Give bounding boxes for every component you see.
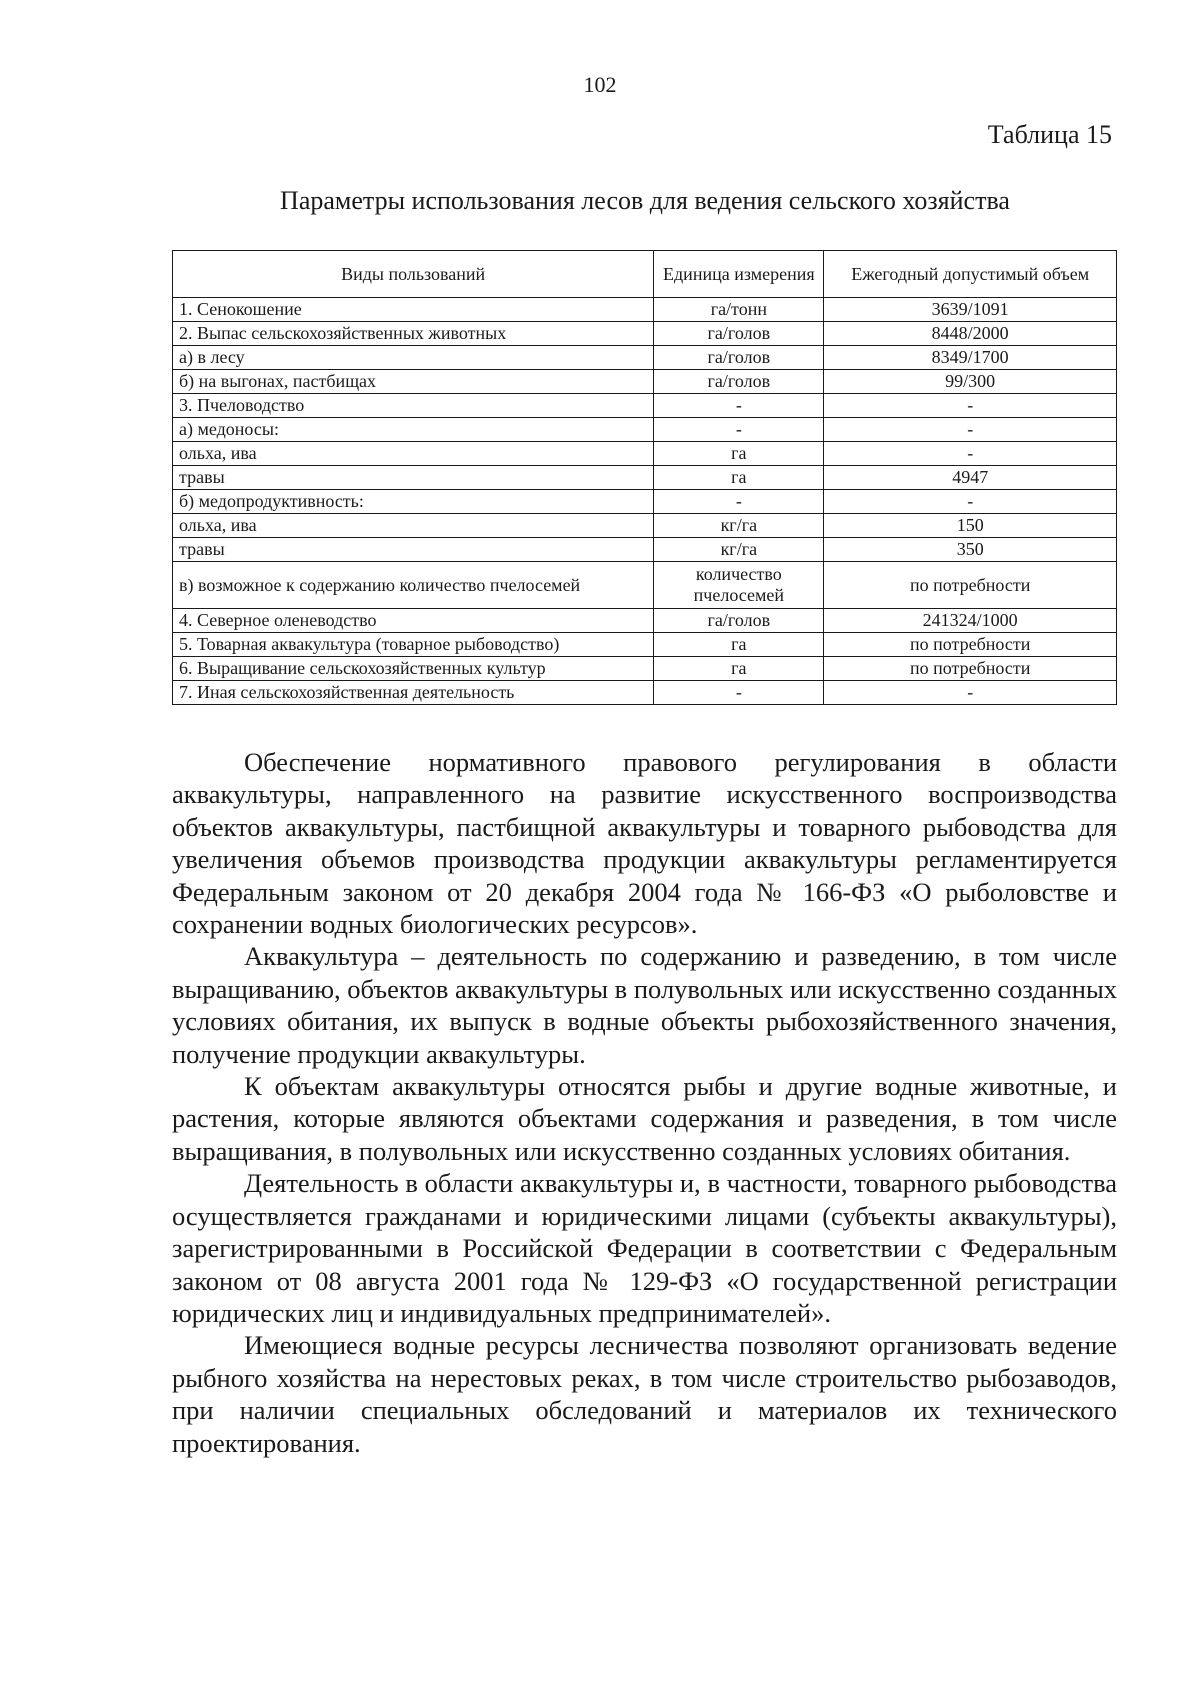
cell-volume: - — [824, 394, 1117, 418]
cell-volume: 241324/1000 — [824, 609, 1117, 633]
cell-volume: - — [824, 681, 1117, 705]
cell-volume: 3639/1091 — [824, 298, 1117, 322]
cell-volume: - — [824, 442, 1117, 466]
cell-kind: а) медоносы: — [173, 418, 654, 442]
cell-kind: травы — [173, 538, 654, 562]
body-text — [172, 746, 1117, 1459]
table-row — [173, 370, 1117, 394]
table-row — [173, 322, 1117, 346]
cell-unit: количество пчелосемей — [654, 562, 824, 609]
cell-kind: ольха, ива — [173, 442, 654, 466]
cell-volume: по потребности — [824, 657, 1117, 681]
cell-kind: в) возможное к содержанию количество пчелосемей — [173, 562, 654, 609]
cell-unit: га/голов — [654, 346, 824, 370]
cell-kind: 1. Сенокошение — [173, 298, 654, 322]
table-row — [173, 442, 1117, 466]
cell-kind: 3. Пчеловодство — [173, 394, 654, 418]
paragraph: Аквакультура – деятельность по содержанию и разведению, в том числе выращиванию, объектов аквакультуры в полувольных или искусственно созданных условиях обитания, их выпуск в водные объекты рыбохозяйственного значения, получение продукции аквакультуры. — [172, 941, 1117, 1069]
cell-kind: 5. Товарная аквакультура (товарное рыбоводство) — [173, 633, 654, 657]
cell-volume: по потребности — [824, 633, 1117, 657]
cell-volume: 8448/2000 — [824, 322, 1117, 346]
header-volume: Ежегодный допустимый объем — [824, 251, 1117, 298]
table-row — [173, 466, 1117, 490]
cell-kind: травы — [173, 466, 654, 490]
cell-kind: 6. Выращивание сельскохозяйственных культур — [173, 657, 654, 681]
cell-kind: 4. Северное оленеводство — [173, 609, 654, 633]
cell-volume: 8349/1700 — [824, 346, 1117, 370]
paragraph: Имеющиеся водные ресурсы лесничества позволяют организовать ведение рыбного хозяйства на нерестовых реках, в том числе строительство рыбозаводов, при наличии специальных обследований и материалов их технического проектирования. — [172, 1330, 1117, 1458]
table-row — [173, 346, 1117, 370]
cell-unit: - — [654, 490, 824, 514]
table-row — [173, 538, 1117, 562]
cell-unit: га/голов — [654, 370, 824, 394]
cell-unit: кг/га — [654, 538, 824, 562]
table-row — [173, 609, 1117, 633]
table-title: Параметры использования лесов для ведения сельского хозяйства — [280, 186, 1010, 215]
table-row — [173, 298, 1117, 322]
cell-unit: - — [654, 681, 824, 705]
cell-kind: 2. Выпас сельскохозяйственных животных — [173, 322, 654, 346]
cell-volume: 350 — [824, 538, 1117, 562]
table-header-row — [173, 251, 1117, 298]
table-row — [173, 490, 1117, 514]
cell-unit: га — [654, 657, 824, 681]
table-row — [173, 681, 1117, 705]
cell-kind: б) на выгонах, пастбищах — [173, 370, 654, 394]
table-row — [173, 418, 1117, 442]
cell-volume: 150 — [824, 514, 1117, 538]
cell-unit: га/голов — [654, 609, 824, 633]
table-row — [173, 657, 1117, 681]
header-kind: Виды пользований — [173, 251, 654, 298]
forest-use-table — [172, 250, 1117, 705]
table-row — [173, 562, 1117, 609]
header-unit: Единица измерения — [654, 251, 824, 298]
cell-unit: - — [654, 418, 824, 442]
cell-unit: - — [654, 394, 824, 418]
cell-unit: кг/га — [654, 514, 824, 538]
cell-kind: а) в лесу — [173, 346, 654, 370]
paragraph: Обеспечение нормативного правового регулирования в области аквакультуры, направленного на развитие искусственного воспроизводства объектов аквакультуры, пастбищной аквакультуры и товарного рыбоводства для увеличения объемов производства продукции аквакультуры регламентируется Федеральным законом от 20 декабря 2004 года № 166-ФЗ «О рыболовстве и сохранении водных биологических ресурсов». — [172, 747, 1117, 940]
cell-unit: га/голов — [654, 322, 824, 346]
cell-kind: ольха, ива — [173, 514, 654, 538]
cell-unit: га — [654, 442, 824, 466]
cell-volume: - — [824, 418, 1117, 442]
table-label: Таблица 15 — [987, 120, 1112, 149]
paragraph: Деятельность в области аквакультуры и, в частности, товарного рыбоводства осуществляется гражданами и юридическими лицами (субъекты аквакультуры), зарегистрированными в Российской Федерации в соответствии с Федеральным законом от 08 августа 2001 года № 129-ФЗ «О государственной регистрации юридических лиц и индивидуальных предпринимателей». — [172, 1168, 1117, 1328]
cell-volume: - — [824, 490, 1117, 514]
table-row — [173, 514, 1117, 538]
table-row — [173, 633, 1117, 657]
cell-volume: 4947 — [824, 466, 1117, 490]
cell-kind: б) медопродуктивность: — [173, 490, 654, 514]
cell-volume: 99/300 — [824, 370, 1117, 394]
table-row — [173, 394, 1117, 418]
page-number: 102 — [583, 72, 617, 97]
cell-unit: га — [654, 466, 824, 490]
cell-volume: по потребности — [824, 562, 1117, 609]
cell-kind: 7. Иная сельскохозяйственная деятельность — [173, 681, 654, 705]
cell-unit: га — [654, 633, 824, 657]
paragraph: К объектам аквакультуры относятся рыбы и другие водные животные, и растения, которые являются объектами содержания и разведения, в том числе выращивания, в полувольных или искусственно созданных условиях обитания. — [172, 1071, 1117, 1166]
cell-unit: га/тонн — [654, 298, 824, 322]
